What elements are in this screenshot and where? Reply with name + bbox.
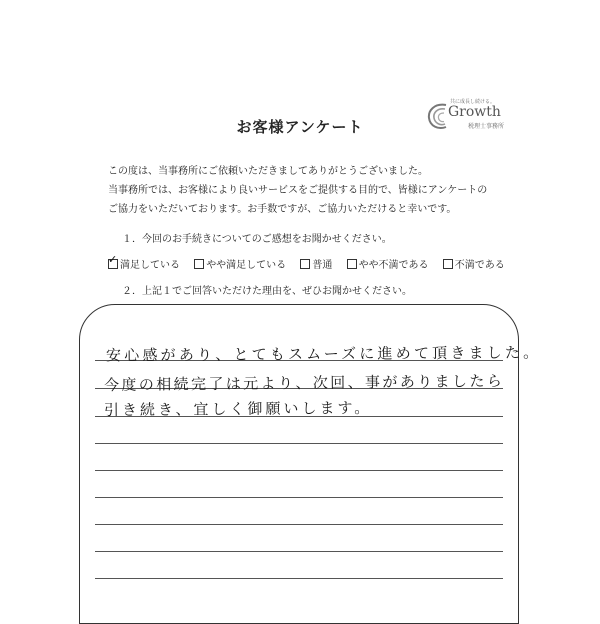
- option-satisfied[interactable]: [108, 253, 180, 271]
- logo-brand-name: Growth: [448, 104, 501, 120]
- growth-logo-icon: [426, 101, 450, 131]
- handwritten-answer-line: 引き続き、宜しく御願いします。: [103, 398, 373, 420]
- checkbox-icon[interactable]: [108, 253, 118, 269]
- option-label: やや満足している: [206, 260, 287, 271]
- checkbox-icon[interactable]: [300, 259, 310, 269]
- logo-firm-type: 税理士事務所: [468, 123, 505, 130]
- option-somewhat-satisfied[interactable]: [194, 256, 286, 271]
- handwritten-answer-line: 安心感があり、とてもスムーズに進めて頂きました。: [105, 343, 542, 365]
- ruled-line: [95, 497, 503, 498]
- checkbox-icon[interactable]: [194, 259, 204, 269]
- satisfaction-options: [108, 253, 516, 271]
- handwritten-answer-line: 今度の相続完了は元より、次回、事がありましたら: [103, 371, 505, 395]
- ruled-line: [95, 578, 503, 579]
- ruled-line: [95, 470, 503, 471]
- option-label: やや不満である: [358, 260, 429, 271]
- intro-line: ご協力をいただいております。お手数ですが、ご協力いただけると幸いです。: [108, 204, 457, 215]
- ruled-line: [95, 524, 503, 525]
- option-label: 不満である: [454, 260, 505, 271]
- intro-text: [108, 162, 487, 219]
- question-1: １．今回のお手続きについてのご感想をお聞かせください。: [122, 234, 392, 245]
- option-label: 普通: [312, 260, 333, 271]
- checkbox-icon[interactable]: [347, 259, 357, 269]
- checkbox-icon[interactable]: [443, 259, 453, 269]
- page-title: お客様アンケート: [236, 118, 364, 136]
- question-2: ２．上記１でご回答いただけた理由を、ぜひお聞かせください。: [122, 286, 412, 297]
- option-label: 満足している: [120, 260, 180, 271]
- check-mark-icon: ✓: [108, 253, 118, 266]
- ruled-line: [95, 551, 503, 552]
- intro-line: 当事務所では、お客様により良いサービスをご提供する目的で、皆様にアンケートの: [108, 185, 488, 196]
- option-dissatisfied[interactable]: [443, 256, 505, 271]
- firm-logo: [424, 98, 520, 134]
- option-somewhat-dissatisfied[interactable]: [347, 256, 429, 271]
- logo-tagline: 共に成長し続ける。: [450, 99, 496, 105]
- intro-line: この度は、当事務所にご依頼いただきましてありがとうございました。: [108, 166, 428, 177]
- option-neutral[interactable]: [300, 256, 332, 271]
- ruled-line: [95, 443, 503, 444]
